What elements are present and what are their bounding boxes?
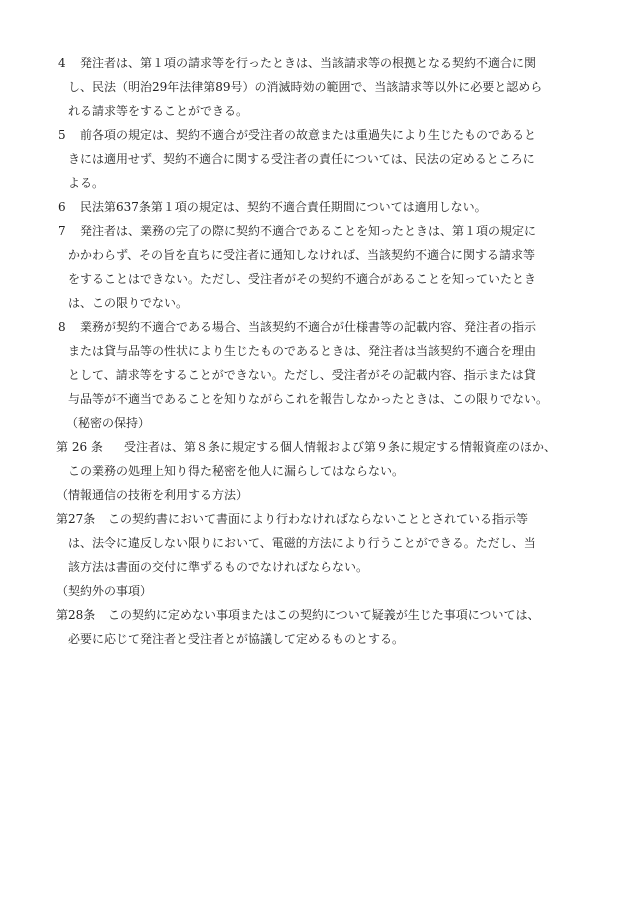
para4-line-1: 発注者は、第１項の請求等を行ったときは、当該請求等の根拠となる契約不適合に関	[80, 56, 537, 70]
heading-it: （情報通信の技術を利用する方法）	[56, 488, 249, 502]
para8-number: 8	[58, 320, 66, 334]
article28-line-1: この契約に定めない事項またはこの契約について疑義が生じた事項については、	[108, 608, 540, 622]
para8-line-1: 業務が契約不適合である場合、当該契約不適合が仕様書等の記載内容、発注者の指示	[80, 320, 537, 334]
para7-number: 7	[58, 224, 66, 238]
para4-line-2: し、民法（明治29年法律第89号）の消滅時効の範囲で、当該請求等以外に必要と認めら	[68, 80, 543, 94]
para5-line-2: きには適用せず、契約不適合に関する受注者の責任については、民法の定めるところに	[68, 152, 535, 166]
article28-line-2: 必要に応じて発注者と受注者とが協議して定めるものとする。	[68, 632, 405, 646]
para5-line-3: よる。	[68, 176, 105, 190]
article27-line-2: は、法令に違反しない限りにおいて、電磁的方法により行うことができる。ただし、当	[68, 536, 536, 550]
para7-line-2: かかわらず、その旨を直ちに受注者に通知しなければ、当該契約不適合に関する請求等	[68, 248, 536, 262]
para8-line-4: 与品等が不適当であることを知りながらこれを報告しなかったときは、この限りでない。	[68, 392, 549, 406]
para4-line-3: れる請求等をすることができる。	[68, 104, 249, 118]
para6-number: 6	[58, 200, 66, 214]
article27-line-3: 該方法は書面の交付に準ずるものでなければならない。	[68, 560, 369, 574]
article28-number: 第28条	[56, 608, 96, 622]
para8-line-2: または貸与品等の性状により生じたものであるときは、発注者は当該契約不適合を理由	[68, 344, 537, 358]
article26-number: 第 26 条	[56, 440, 103, 454]
para8-line-3: として、請求等をすることができない。ただし、受注者がその記載内容、指示または貸	[68, 368, 536, 382]
para7-line-4: は、この限りでない。	[68, 296, 189, 310]
para6-line-1: 民法第637条第１項の規定は、契約不適合責任期間については適用しない。	[80, 200, 487, 214]
article26-line-2: この業務の処理上知り得た秘密を他人に漏らしてはならない。	[68, 464, 405, 478]
para7-line-3: をすることはできない。ただし、受注者がその契約不適合があることを知っていたとき	[68, 272, 537, 286]
heading-outside: （契約外の事項）	[56, 584, 153, 598]
para7-line-1: 発注者は、業務の完了の際に契約不適合であることを知ったときは、第１項の規定に	[80, 224, 537, 238]
para5-line-1: 前各項の規定は、契約不適合が受注者の故意または重過失により生じたものであると	[80, 128, 537, 142]
article27-number: 第27条	[56, 512, 96, 526]
article27-line-1: この契約書において書面により行わなければならないこととされている指示等	[108, 512, 529, 526]
para4-number: 4	[58, 56, 66, 70]
heading-secrecy: （秘密の保持）	[66, 416, 151, 430]
para5-number: 5	[58, 128, 66, 142]
article26-line-1: 受注者は、第８条に規定する個人情報および第９条に規定する情報資産のほか、	[124, 440, 557, 454]
